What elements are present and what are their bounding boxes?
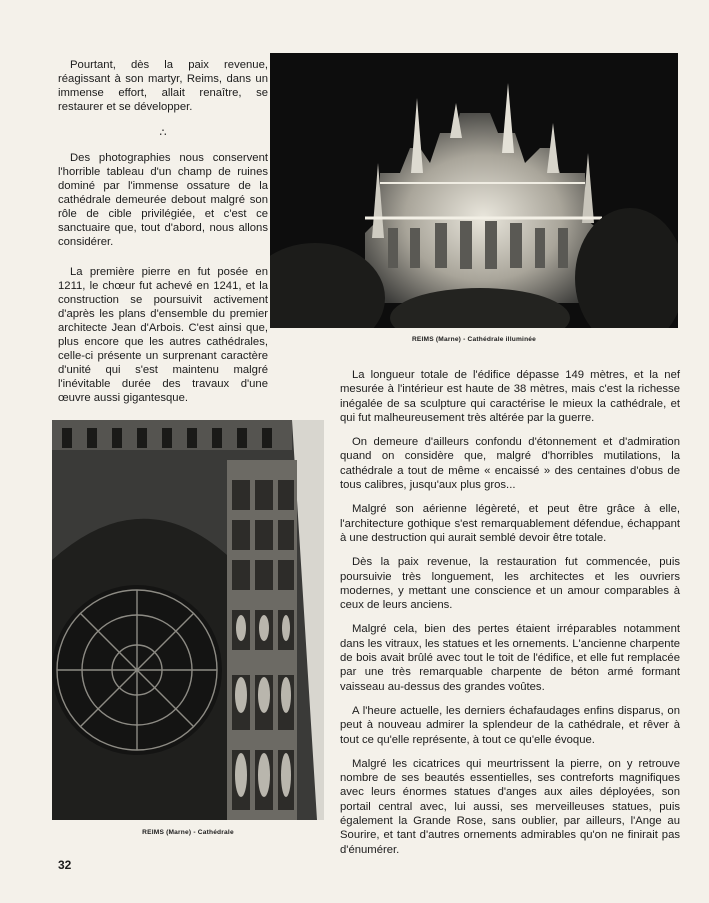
paragraph: La longueur totale de l'édifice dépasse 149 mètres, et la nef mesurée à l'intérieur est haute de 38 mètres, mais c'est la richesse inégalée de sa sculpture qui caractérise le mieux la cathédrale, et qui fut malheureusement très altérée par la guerre. [340, 369, 680, 424]
separator-ornament: ∴ [159, 127, 167, 139]
photo-caption-top: REIMS (Marne) - Cathédrale illuminée [411, 336, 537, 343]
left-text-column [58, 58, 268, 421]
right-text-column [340, 368, 680, 867]
page-number: 32 [58, 858, 72, 872]
paragraph: La première pierre en fut posée en 1211, le chœur fut achevé en 1241, et la construction se poursuivit activement d'après les plans d'ensemble du premier architecte Jean d'Arbois. C'est ainsi que, plus encore que les autres cathédrales, celle-ci présente un surprenant caractère d'unité qui s'est maintenu malgré l'inévitable durée des travaux d'une œuvre aussi gigantesque. [58, 266, 268, 404]
paragraph: Malgré son aérienne légèreté, et peut être grâce à elle, l'architecture gothique s'est remarquablement défendue, échappant à une destruction qui aurait semblé devoir être totale. [340, 503, 680, 544]
paragraph: Dès la paix revenue, la restauration fut commencée, puis poursuivie très longuement, les architectes et les ouvriers modernes, y mettant une conscience et un amour comparables à ceux de leurs anciens. [340, 556, 680, 612]
paragraph: Des photographies nous conservent l'horrible tableau d'un champ de ruines dominé par l'immense ossature de la cathédrale demeurée debout malgré son rôle de cible privilégiée, et c'est ce sanctuaire que, tout d'abord, nous allons considérer. [58, 152, 268, 248]
paragraph: Malgré cela, bien des pertes étaient irréparables notamment dans les vitraux, les statues et les ornements. L'ancienne charpente de bois avait brûlé avec tout le toit de l'édifice, et elle fut remplacée par une très remarquable charpente de béton armé formant vaisseau au-dessus des grandes voûtes. [340, 623, 680, 693]
cathedral-night-image [270, 53, 678, 328]
paragraph: On demeure d'ailleurs confondu d'étonnement et d'admiration quand on considère que, malgré d'horribles mutilations, la cathédrale a tout de même « encaissé » des centaines d'obus de tous calibres, jusqu'aux plus gros... [340, 436, 680, 492]
paragraph: A l'heure actuelle, les derniers échafaudages enfins disparus, on peut à nouveau admirer la splendeur de la cathédrale, et rêver à tout ce qu'elle représente, à tout ce qu'elle évoque. [340, 704, 680, 746]
paragraph: Pourtant, dès la paix revenue, réagissant à son martyr, Reims, dans un immense effort, allait renaître, se restaurer et se développer. [58, 59, 268, 113]
photo-cathedral-facade [52, 420, 324, 820]
photo-caption-bottom: REIMS (Marne) - Cathédrale [142, 829, 234, 836]
cathedral-facade-image [52, 420, 324, 820]
photo-cathedral-illuminated [270, 53, 678, 328]
paragraph: Malgré les cicatrices qui meurtrissent la pierre, on y retrouve nombre de ses beautés essentielles, ses contreforts magnifiques avec leurs énormes statues d'anges aux ailes déployées, son portail central avec, lui aussi, ses merveilleuses statues, puis également la Grande Rose, sans oublier, par ailleurs, l'Ange au Sourire, et tant d'autres ornements admirables qu'on ne finirait pas d'énumérer. [340, 757, 680, 856]
